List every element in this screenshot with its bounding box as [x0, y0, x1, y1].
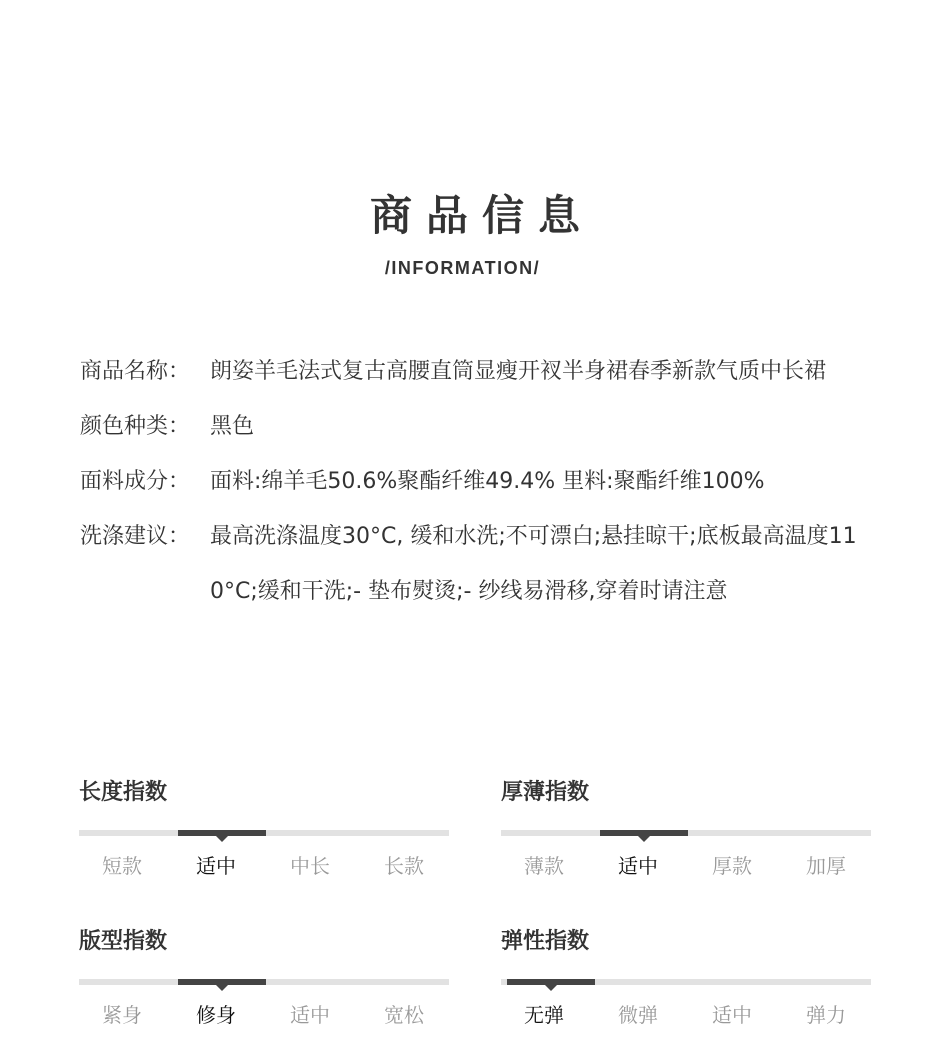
index-marker: [178, 830, 266, 836]
index-options: [75, 852, 451, 880]
index-option: 加厚: [806, 854, 846, 878]
index-marker: [178, 979, 266, 985]
index-track: [79, 830, 449, 836]
index-fit: [79, 927, 449, 1029]
index-marker: [600, 830, 688, 836]
index-options: [75, 1001, 451, 1029]
index-option: 长款: [384, 854, 424, 878]
index-option-selected: 适中: [196, 854, 236, 878]
index-option: 厚款: [712, 854, 752, 878]
index-title: 厚薄指数: [501, 780, 590, 805]
info-row-fabric: [80, 454, 880, 509]
index-track: [79, 979, 449, 985]
index-title: 弹性指数: [501, 929, 590, 954]
index-option: 适中: [712, 1003, 752, 1027]
section-subtitle: /INFORMATION/: [384, 258, 541, 278]
index-options: [497, 852, 873, 880]
index-title: 长度指数: [79, 780, 168, 805]
index-option: 短款: [102, 854, 142, 878]
info-row-washing: [80, 509, 880, 619]
info-label: 颜色种类：: [80, 414, 191, 439]
info-value: 最高洗涤温度30°C, 缓和水洗;不可漂白;悬挂晾干;底板最高温度110°C;缓和干洗;- 垫布熨烫;- 纱线易滑移,穿着时请注意: [210, 524, 857, 604]
index-option-selected: 修身: [196, 1003, 236, 1027]
index-options: [497, 1001, 873, 1029]
info-label: 洗涤建议：: [80, 524, 191, 549]
info-label: 面料成分：: [80, 469, 191, 494]
info-value: 面料:绵羊毛50.6%聚酯纤维49.4% 里料:聚酯纤维100%: [210, 469, 765, 494]
product-info-list: [80, 344, 880, 619]
info-row-color: [80, 399, 880, 454]
info-label: 商品名称：: [80, 359, 191, 384]
index-option: 宽松: [384, 1003, 424, 1027]
index-option: 适中: [290, 1003, 330, 1027]
index-option-selected: 无弹: [524, 1003, 564, 1027]
index-length: [79, 778, 449, 880]
index-option: 微弹: [618, 1003, 658, 1027]
index-title: 版型指数: [79, 929, 168, 954]
info-value: 朗姿羊毛法式复古高腰直筒显瘦开衩半身裙春季新款气质中长裙: [210, 359, 827, 384]
index-option-selected: 适中: [618, 854, 658, 878]
index-track: [501, 979, 871, 985]
index-thickness: [501, 778, 871, 880]
index-marker: [507, 979, 595, 985]
index-elasticity: [501, 927, 871, 1029]
info-value: 黑色: [210, 414, 255, 439]
index-option: 弹力: [806, 1003, 846, 1027]
index-option: 紧身: [102, 1003, 142, 1027]
index-track: [501, 830, 871, 836]
index-option: 薄款: [524, 854, 564, 878]
index-option: 中长: [290, 854, 330, 878]
info-row-name: [80, 344, 880, 399]
section-title: 商品信息: [369, 191, 594, 240]
